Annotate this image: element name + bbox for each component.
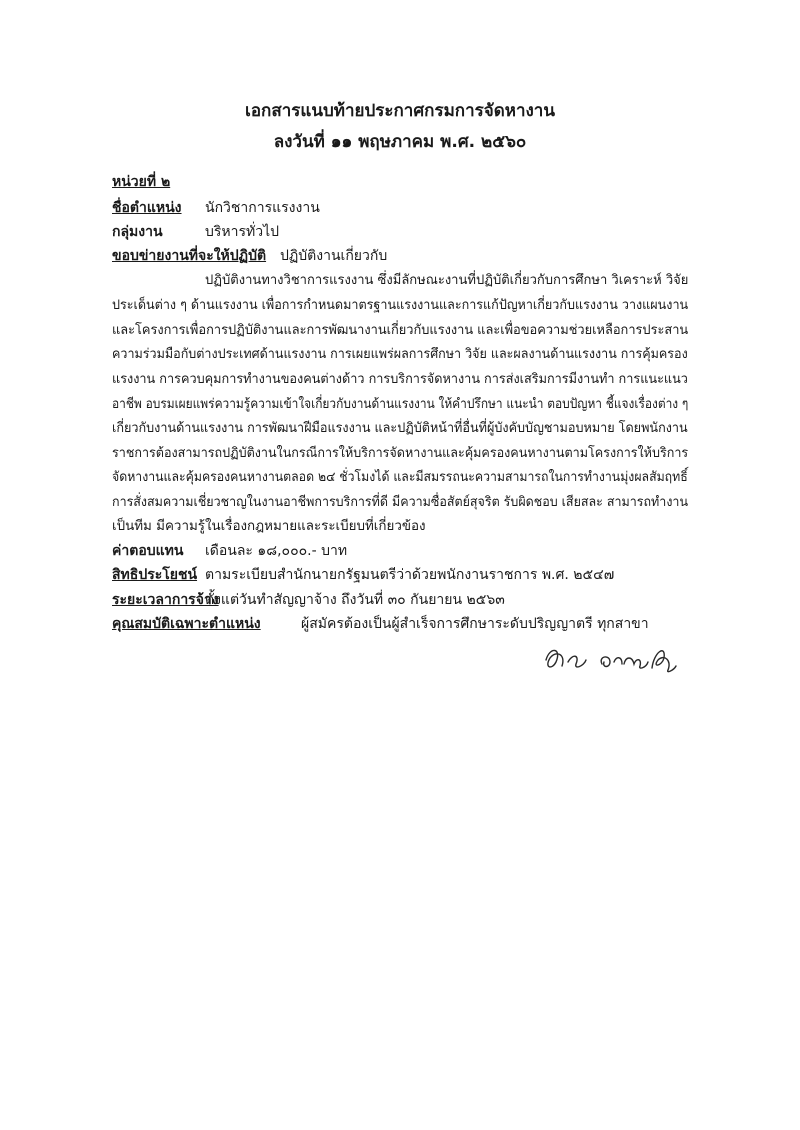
scope-value: ปฏิบัติงานเกี่ยวกับ	[280, 248, 388, 264]
salary-row	[112, 540, 348, 562]
body-line: และโครงการเพื่อการปฏิบัติงานและการพัฒนางานเกี่ยวกับแรงงาน และเพื่อขอความช่วยเหลือการประสาน	[112, 323, 689, 338]
salary-label: ค่าตอบแทน	[112, 543, 184, 559]
benefits-value: ตามระเบียบสำนักนายกรัฐมนตรีว่าด้วยพนักงานราชการ พ.ศ. ๒๕๔๗	[205, 567, 615, 583]
period-row	[112, 589, 505, 611]
salary-value: เดือนละ ๑๘,๐๐๐.- บาท	[205, 543, 348, 559]
body-line: ประเด็นต่าง ๆ ด้านแรงงาน เพื่อการกำหนดมาตรฐานแรงงานและการแก้ปัญหาเกี่ยวกับแรงงาน วางแผนงาน	[112, 298, 689, 313]
body-line: แรงงาน การควบคุมการทำงานของคนต่างด้าว การบริการจัดหางาน การส่งเสริมการมีงานทำ การแนะแนว	[112, 372, 688, 387]
body-line: เป็นทีม มีความรู้ในเรื่องกฎหมายและระเบียบที่เกี่ยวข้อง	[112, 519, 426, 534]
benefits-row	[112, 564, 615, 586]
body-line: เกี่ยวกับงานด้านแรงงาน การพัฒนาฝีมือแรงงาน และปฏิบัติหน้าที่อื่นที่ผู้บังคับบัญชามอบหมาย โดยพนักงาน	[112, 421, 688, 436]
work-group-row	[112, 221, 280, 243]
qualification-value: ผู้สมัครต้องเป็นผู้สำเร็จการศึกษาระดับปริญญาตรี ทุกสาขา	[301, 616, 649, 632]
period-value: ตั้งแต่วันทำสัญญาจ้าง ถึงวันที่ ๓๐ กันยายน ๒๕๖๓	[205, 592, 505, 608]
body-line: อาชีพ อบรมเผยแพร่ความรู้ความเข้าใจเกี่ยวกับงานด้านแรงงาน ให้คำปรึกษา แนะนำ ตอบปัญหา ชี้แจงเรื่องต่าง ๆ	[112, 397, 689, 412]
qualification-label: คุณสมบัติเฉพาะตำแหน่ง	[112, 616, 261, 632]
position-value: นักวิชาการแรงงาน	[205, 200, 320, 216]
scope-row	[112, 245, 388, 267]
body-line: ความร่วมมือกับต่างประเทศด้านแรงงาน การเผยแพร่ผลการศึกษา วิจัย และผลงานด้านแรงงาน การคุ้มครอง	[112, 347, 688, 362]
body-line: การสั่งสมความเชี่ยวชาญในงานอาชีพการบริการที่ดี มีความซื่อสัตย์สุจริต รับผิดชอบ เสียสละ สามารถทำงาน	[112, 495, 688, 510]
work-group-value: บริหารทั่วไป	[205, 224, 280, 240]
document-date: ลงวันที่ ๑๑ พฤษภาคม พ.ศ. ๒๕๖๐	[273, 132, 527, 152]
position-label: ชื่อตำแหน่ง	[112, 200, 182, 216]
position-row	[112, 197, 320, 219]
body-line: ปฏิบัติงานทางวิชาการแรงงาน ซึ่งมีลักษณะงานที่ปฏิบัติเกี่ยวกับการศึกษา วิเคราะห์ วิจัย	[205, 273, 689, 288]
body-line: ราชการต้องสามารถปฏิบัติงานในกรณีการให้บริการจัดหางานและคุ้มครองคนหางานตามโครงการให้บริการ	[112, 446, 689, 461]
unit-heading: หน่วยที่ ๒	[112, 174, 171, 190]
benefits-label: สิทธิประโยชน์	[112, 567, 198, 583]
handwritten-signature	[540, 640, 680, 680]
document-title: เอกสารแนบท้ายประกาศกรมการจัดหางาน	[245, 101, 555, 121]
work-group-label: กลุ่มงาน	[112, 224, 163, 240]
scope-label: ขอบข่ายงานที่จะให้ปฏิบัติ	[112, 248, 267, 264]
period-label: ระยะเวลาการจ้าง	[112, 592, 219, 608]
body-line: จัดหางานและคุ้มครองคนหางานตลอด ๒๔ ชั่วโมงได้ และมีสมรรถนะความสามารถในการทำงานมุ่งผลสัมฤทธิ์	[112, 470, 688, 485]
qualification-row	[112, 613, 649, 635]
